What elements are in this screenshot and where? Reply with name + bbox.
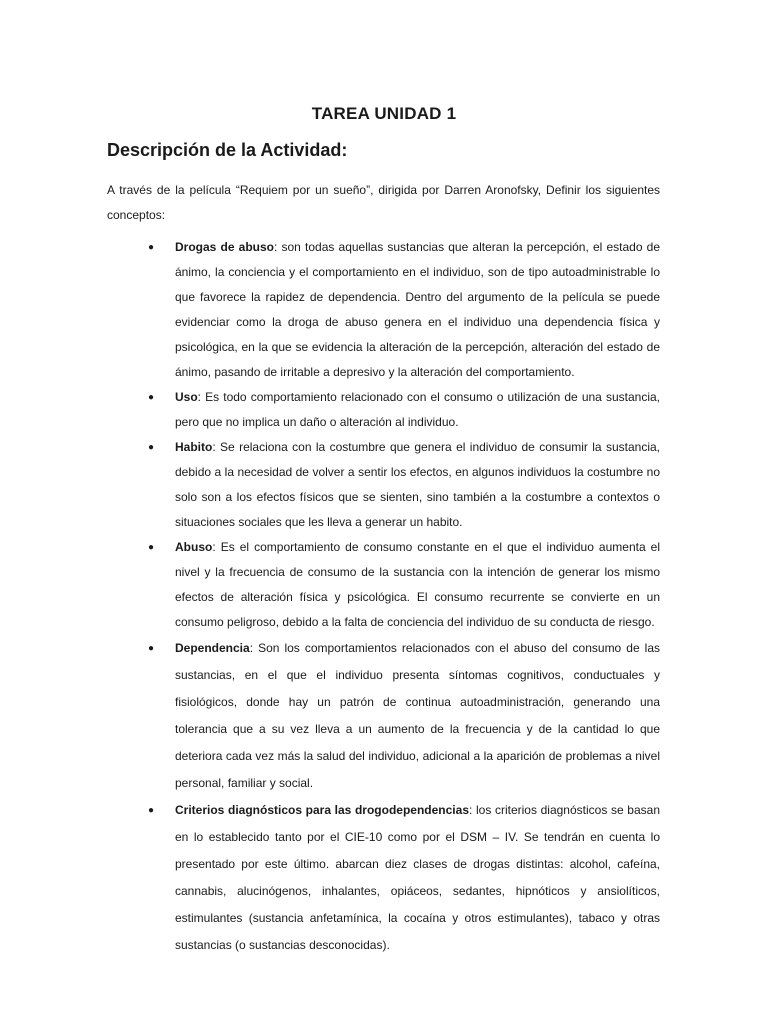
list-item-term: Uso bbox=[175, 390, 198, 404]
page-title: TAREA UNIDAD 1 bbox=[311, 104, 457, 123]
list-item-abuso bbox=[148, 535, 660, 635]
list-item-term: Dependencia bbox=[175, 641, 250, 655]
bullet-icon: ● bbox=[148, 242, 155, 253]
list-item-term: Abuso bbox=[175, 540, 213, 554]
list-item-text: : son todas aquellas sustancias que alteran la percepción, el estado de ánimo, la conciencia y el comportamiento en el individuo, son de tipo autoadministrable lo que favorece la rapidez de dependencia. Dentro del argumento de la película se puede evidenciar como la droga de abuso genera en el individuo una dependencia física y psicológica, en la que se evidencia la alteración de la percepción, alteración del estado de ánimo, pasando de irritable a depresivo y la alteración del comportamiento. bbox=[175, 240, 661, 379]
bullet-icon: ● bbox=[148, 805, 155, 816]
list-item-term: Criterios diagnósticos para las drogodependencias bbox=[175, 803, 469, 817]
list-item-drogas-de-abuso bbox=[148, 235, 660, 385]
list-item-uso bbox=[148, 385, 660, 435]
list-item-text: : los criterios diagnósticos se basan en lo establecido tanto por el CIE-10 como por el DSM – IV. Se tendrán en cuenta lo presentado por este último. abarcan diez clases de drogas distintas: alcohol, cafeína, cannabis, alucinógenos, inhalantes, opiáceos, sedantes, hipnóticos y ansiolíticos, estimulantes (sustancia anfetamínica, la cocaína y otros estimulantes), tabaco y otras sustancias (o sustancias desconocidas). bbox=[175, 803, 660, 952]
bullet-icon: ● bbox=[148, 542, 155, 553]
list-item-text: : Es el comportamiento de consumo constante en el que el individuo aumenta el nivel y la frecuencia de consumo de la sustancia con la intención de generar los mismo efectos de alteración física y psicológica. El consumo recurrente se convierte en un consumo peligroso, debido a la falta de conciencia del individuo de su conducta de riesgo. bbox=[175, 540, 660, 629]
list-item-text: : Se relaciona con la costumbre que genera el individuo de consumir la sustancia, debido a la necesidad de volver a sentir los efectos, en algunos individuos la costumbre no solo son a los efectos físicos que se sienten, sino también a la costumbre a contextos o situaciones sociales que les lleva a generar un habito. bbox=[175, 440, 660, 529]
intro-paragraph: A través de la película “Requiem por un sueño”, dirigida por Darren Aronofsky, Definir los siguientes conceptos: bbox=[107, 183, 660, 222]
list-item-term: Habito bbox=[175, 440, 213, 454]
list-item-text: : Son los comportamientos relacionados con el abuso del consumo de las sustancias, en el que el individuo presenta síntomas cognitivos, conductuales y fisiológicos, donde hay un patrón de continua autoadministración, generando una tolerancia que a su vez lleva a un aumento de la frecuencia y de la cantidad lo que deteriora cada vez más la salud del individuo, adicional a la aparición de problemas a nivel personal, familiar y social. bbox=[175, 641, 660, 790]
list-item-text: : Es todo comportamiento relacionado con el consumo o utilización de una sustancia, pero que no implica un daño o alteración al individuo. bbox=[175, 390, 660, 429]
list-item-dependencia bbox=[148, 635, 660, 797]
section-heading: Descripción de la Actividad: bbox=[107, 140, 348, 160]
list-item-criterios-diagnosticos bbox=[148, 797, 660, 959]
bullet-icon: ● bbox=[148, 442, 155, 453]
bullet-icon: ● bbox=[148, 643, 155, 654]
list-item-habito bbox=[148, 435, 660, 535]
concept-list bbox=[148, 235, 660, 959]
bullet-icon: ● bbox=[148, 392, 155, 403]
list-item-term: Drogas de abuso bbox=[175, 240, 275, 254]
